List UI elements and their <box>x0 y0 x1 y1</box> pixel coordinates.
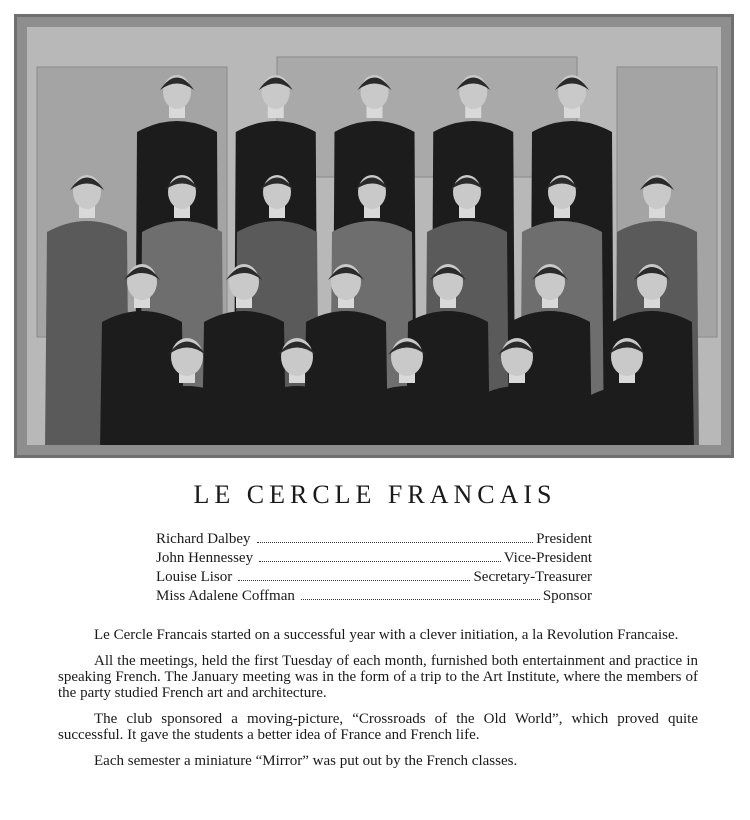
person-body <box>475 386 559 445</box>
page-title: LE CERCLE FRANCAIS <box>193 480 557 509</box>
paragraph-mirror: Each semester a miniature “Mirror” was put out by the French classes. <box>94 753 518 769</box>
leader-dots <box>257 541 534 543</box>
group-photo-drawing <box>27 27 721 445</box>
officer-role: President <box>536 531 592 547</box>
leader-dots <box>301 598 540 600</box>
paragraph-meetings: All the meetings, held the first Tuesday of each month, furnished both entertainment and practice in speaking French. The January meeting was in the form of a trip to the Art Institute, where the members of the party studied French art and architecture. <box>58 653 698 701</box>
club-photograph <box>14 14 734 458</box>
person-body <box>585 386 669 445</box>
officer-row-vice-president <box>156 549 592 568</box>
person-body <box>255 386 339 445</box>
officer-role: Sponsor <box>542 588 592 604</box>
officer-row-secretary-treasurer <box>156 568 592 587</box>
officer-role: Secretary-Treasurer <box>473 569 592 585</box>
paragraph-initiation: Le Cercle Francais started on a successful year with a clever initiation, a la Revolution Francaise. <box>94 627 679 643</box>
officer-role: Vice-President <box>503 550 592 566</box>
officer-row-sponsor <box>156 587 592 606</box>
person-body <box>365 386 449 445</box>
group-photo-image <box>27 27 721 445</box>
article-body <box>58 627 698 779</box>
leader-dots <box>259 560 501 562</box>
officer-name: Louise Lisor <box>156 569 233 585</box>
paragraph-moving-picture: The club sponsored a moving-picture, “Crossroads of the Old World”, which proved quite successful. It gave the students a better idea of France and French life. <box>58 711 698 743</box>
person-body <box>145 386 229 445</box>
officer-name: Miss Adalene Coffman <box>156 588 295 604</box>
officer-name: Richard Dalbey <box>156 531 251 547</box>
leader-dots <box>238 579 470 581</box>
officer-row-president <box>156 530 592 549</box>
officer-name: John Hennessey <box>156 550 254 566</box>
officer-list <box>156 530 592 606</box>
